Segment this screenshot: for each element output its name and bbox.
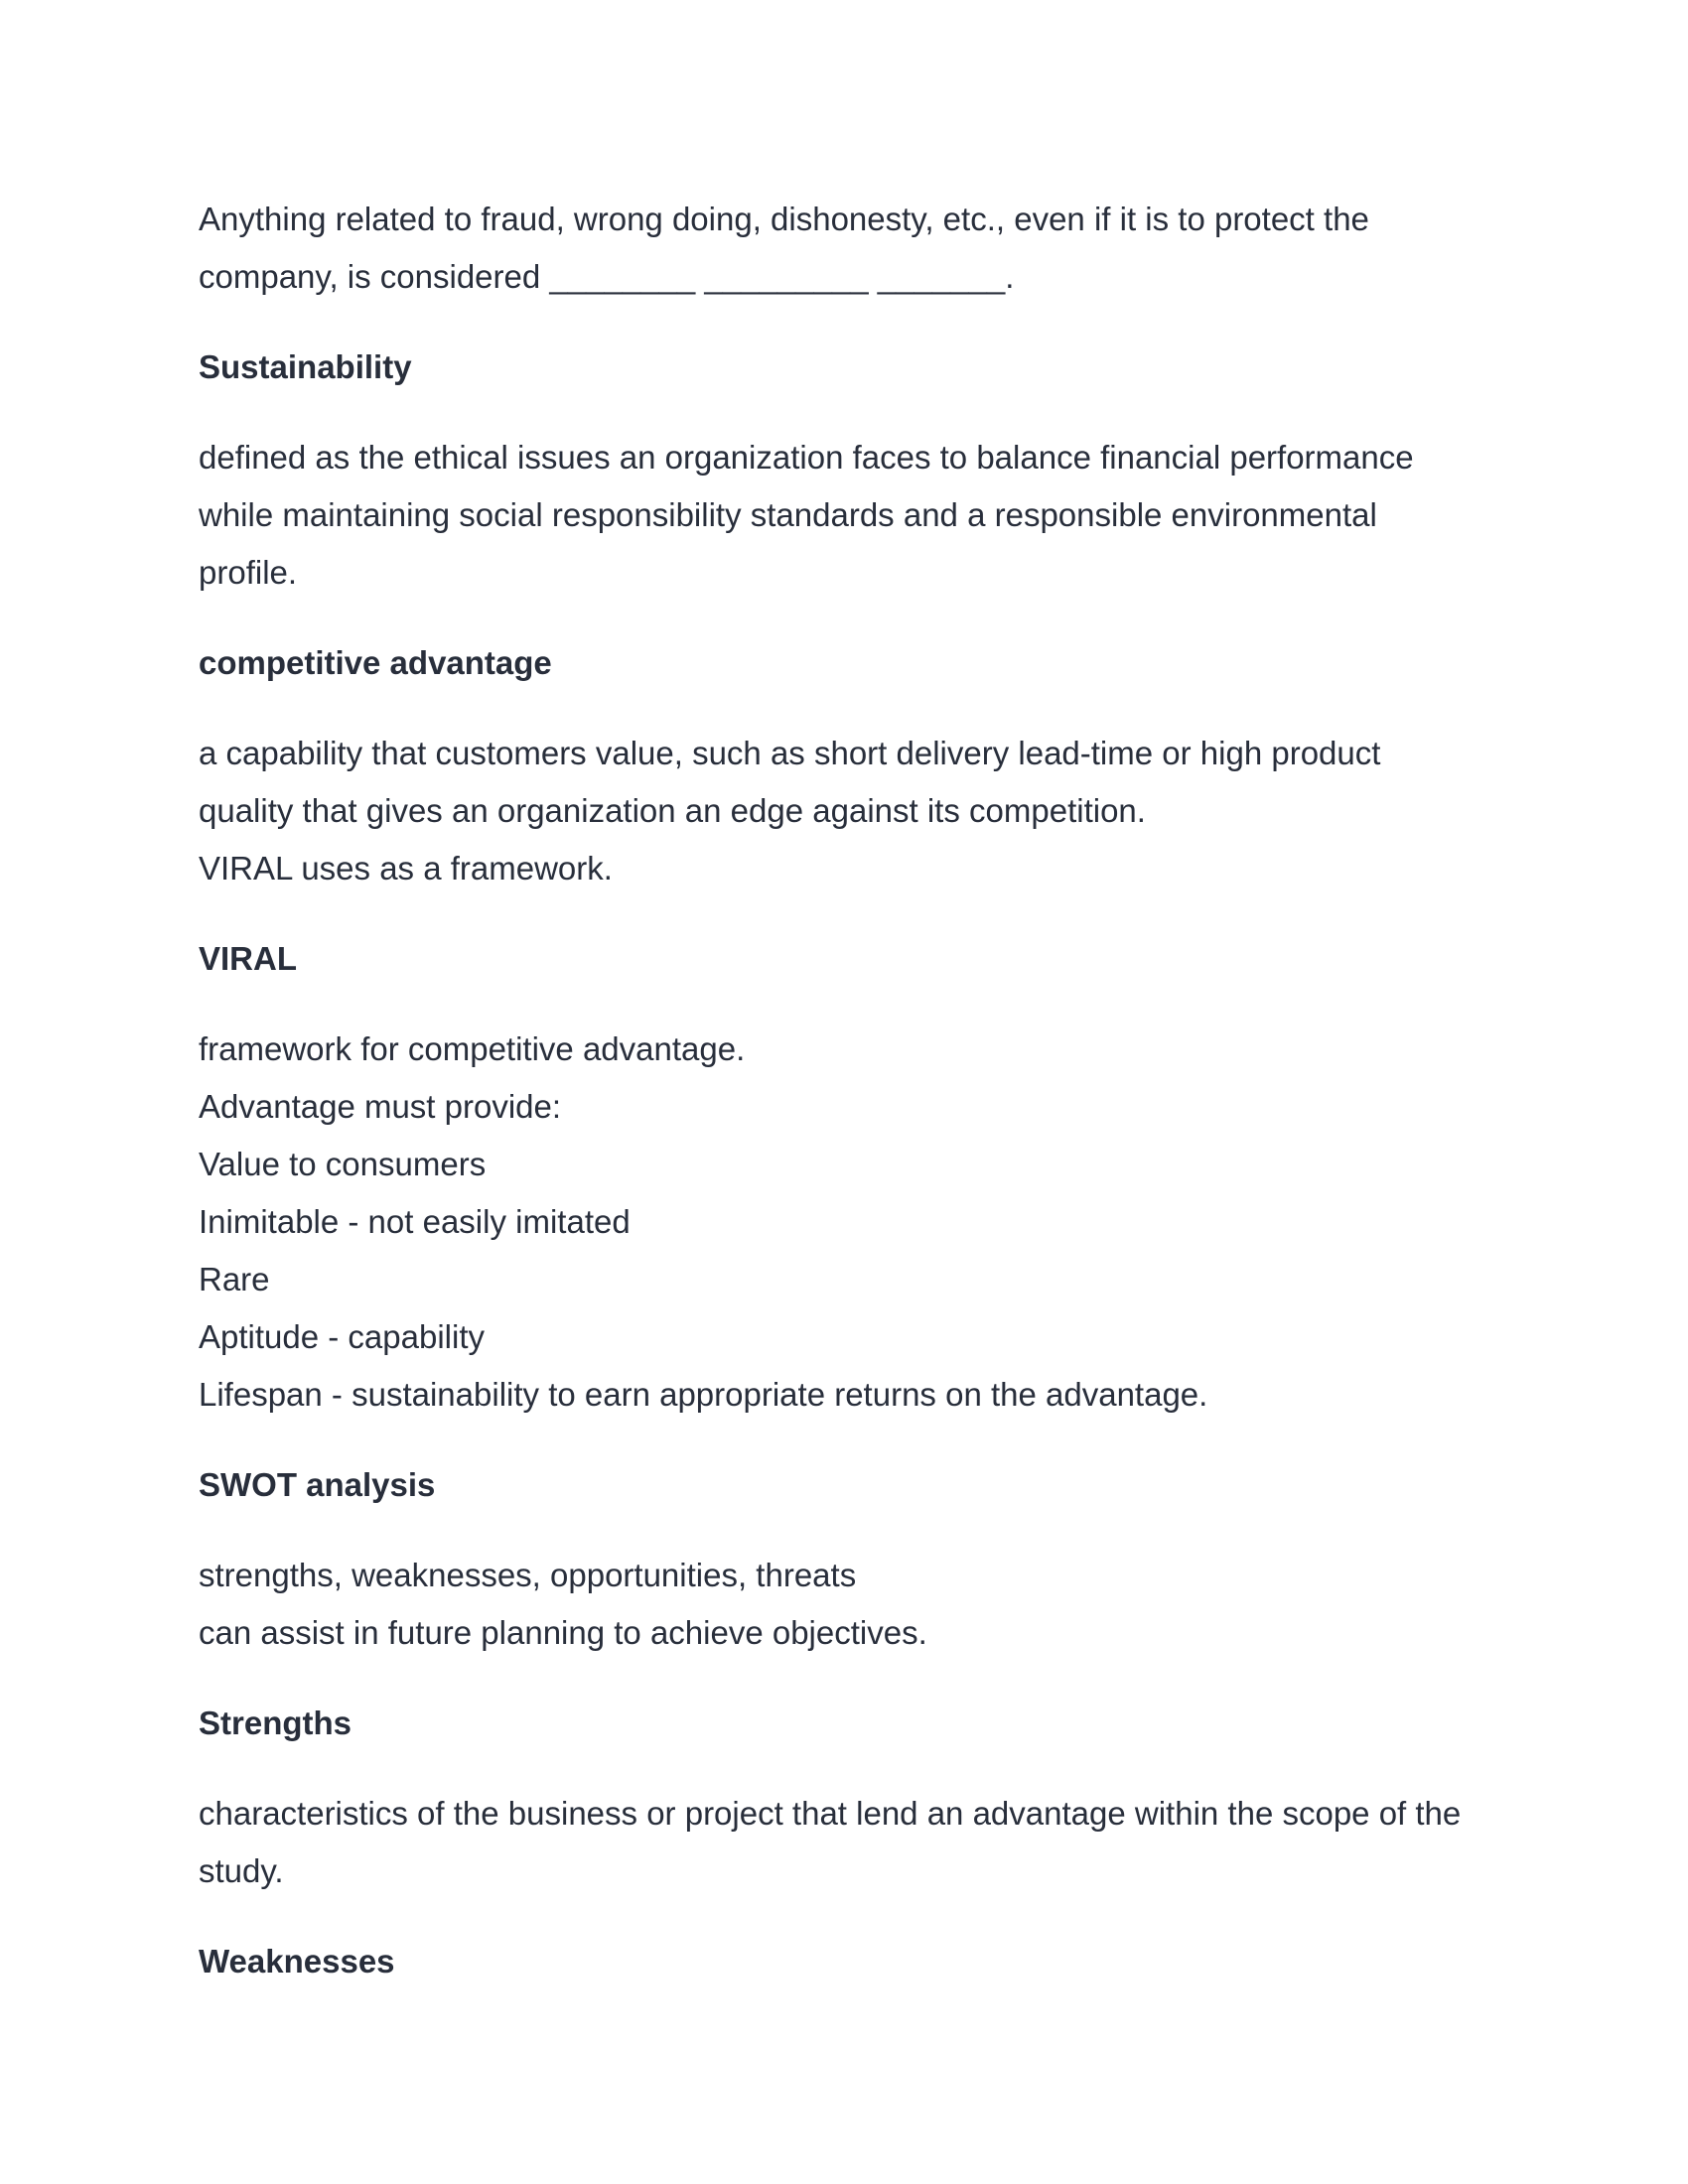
document-page <box>199 191 1489 1990</box>
definition-line: Value to consumers <box>199 1146 487 1182</box>
definition-line: a capability that customers value, such as short delivery lead-time or high product <box>199 735 1381 771</box>
definition-line: study. <box>199 1852 284 1889</box>
card-viral <box>199 930 1489 1424</box>
definition-line: can assist in future planning to achieve objectives. <box>199 1614 927 1651</box>
definition-line: Anything related to fraud, wrong doing, dishonesty, etc., even if it is to protect the <box>199 201 1369 237</box>
card-competitive-advantage <box>199 634 1489 897</box>
definition-line: Rare <box>199 1261 270 1297</box>
term-heading: Sustainability <box>199 348 412 385</box>
card-sustainability <box>199 339 1489 602</box>
definition-line: Inimitable - not easily imitated <box>199 1203 631 1240</box>
definition-line: Advantage must provide: <box>199 1088 562 1125</box>
definition-line: framework for competitive advantage. <box>199 1030 746 1067</box>
definition-line: company, is considered ________ _________ _______. <box>199 258 1015 295</box>
definition-line: quality that gives an organization an edge against its competition. <box>199 792 1146 829</box>
card-intro <box>199 191 1489 306</box>
definition-line: defined as the ethical issues an organization faces to balance financial performance <box>199 439 1414 476</box>
term-heading: VIRAL <box>199 940 297 977</box>
definition-line: characteristics of the business or project that lend an advantage within the scope of the <box>199 1795 1462 1832</box>
definition-line: Lifespan - sustainability to earn appropriate returns on the advantage. <box>199 1376 1208 1413</box>
definition-line: while maintaining social responsibility standards and a responsible environmental <box>199 496 1377 533</box>
definition-line: strengths, weaknesses, opportunities, threats <box>199 1557 857 1593</box>
card-strengths <box>199 1695 1489 1900</box>
card-swot-analysis <box>199 1456 1489 1662</box>
card-weaknesses <box>199 1933 1489 1990</box>
term-heading: competitive advantage <box>199 644 552 681</box>
definition-line: Aptitude - capability <box>199 1318 485 1355</box>
definition-line: profile. <box>199 554 298 591</box>
definition-line: VIRAL uses as a framework. <box>199 850 613 887</box>
term-heading: Weaknesses <box>199 1943 395 1979</box>
term-heading: Strengths <box>199 1705 352 1741</box>
term-heading: SWOT analysis <box>199 1466 436 1503</box>
